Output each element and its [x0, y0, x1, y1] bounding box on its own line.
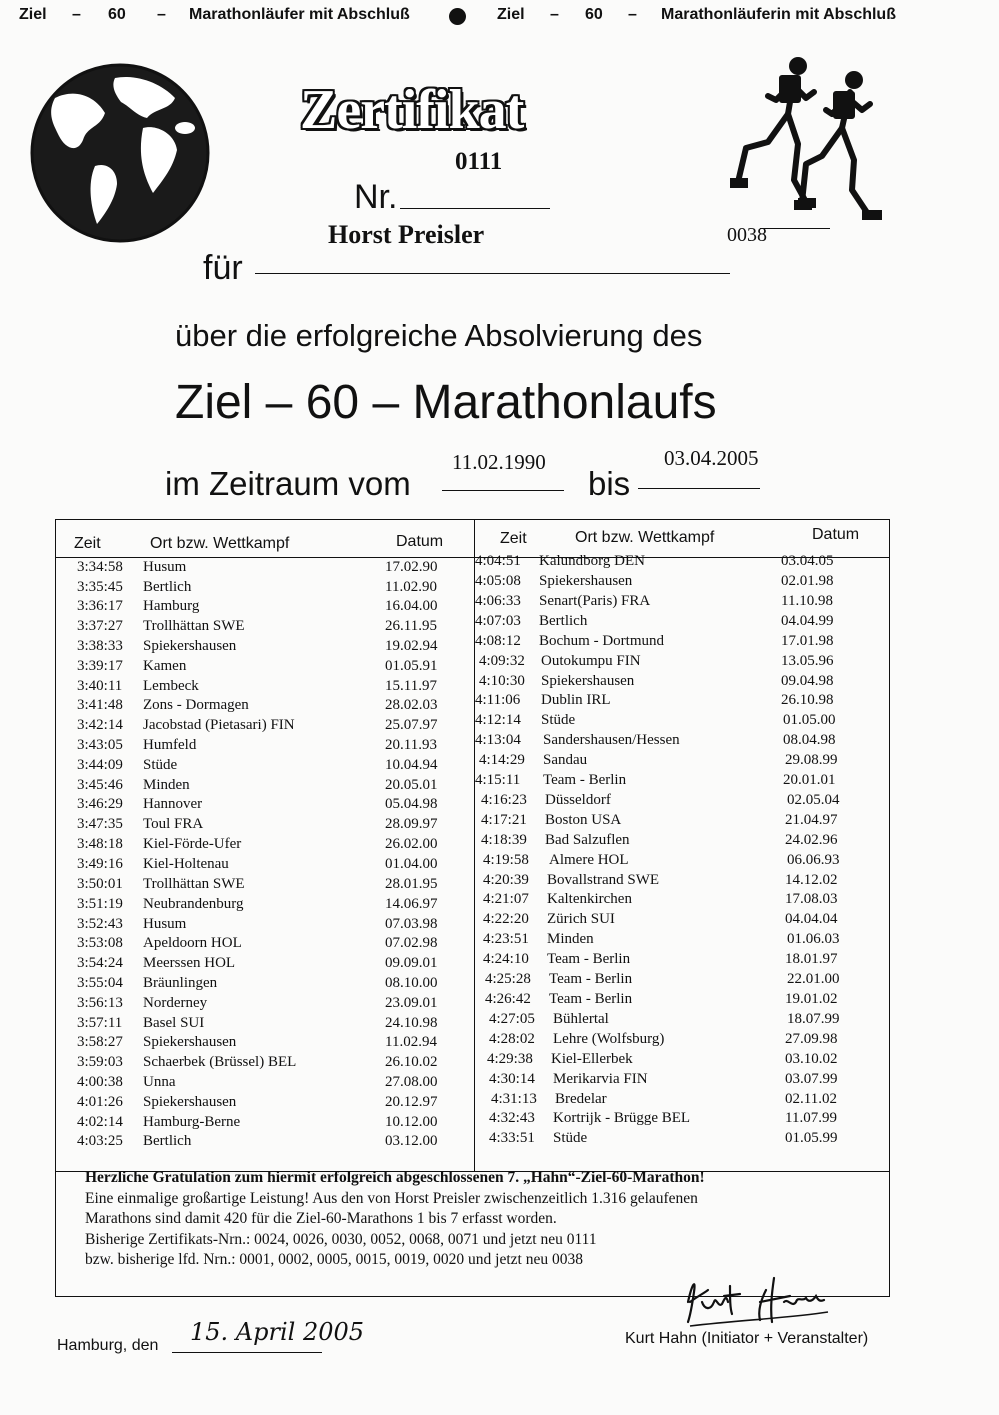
nr-underline: [400, 208, 550, 209]
table-row: 3:49:16 Kiel-Holtenau 01.04.00: [77, 856, 438, 872]
table-row: 4:31:13 Bredelar 02.11.02: [491, 1091, 837, 1107]
table-row: 4:20:39 Bovallstrand SWE 14.12.02: [483, 872, 838, 888]
table-row: 3:58:27 Spiekershausen 11.02.94: [77, 1034, 437, 1050]
header-dash-left-2: –: [157, 6, 166, 23]
table-row: 4:09:32 Outokumpu FIN 13.05.96: [479, 653, 834, 669]
table-row: 3:45:46 Minden 20.05.01: [77, 777, 438, 793]
table-row: 3:57:11 Basel SUI 24.10.98: [77, 1015, 438, 1031]
th-time-right: Zeit: [500, 530, 527, 547]
runners-icon: [728, 52, 888, 232]
table-row: 3:52:43 Husum 07.03.98: [77, 916, 438, 932]
header-text-left: Marathonläufer mit Abschluß: [189, 6, 410, 23]
table-row: 3:37:27 Trollhättan SWE 26.11.95: [77, 618, 437, 634]
table-row: 4:32:43 Kortrijk - Brügge BEL 11.07.99: [489, 1110, 837, 1126]
th-place-left: Ort bzw. Wettkampf: [150, 535, 290, 552]
certificate-title: Zertifikat: [300, 79, 524, 141]
table-row: 3:40:11 Lembeck 15.11.97: [77, 678, 437, 694]
headline: Ziel – 60 – Marathonlaufs: [175, 376, 717, 429]
table-row: 4:10:30 Spiekershausen 09.04.98: [479, 673, 834, 689]
table-row: 4:15:11 Team - Berlin 20.01.01: [475, 772, 836, 788]
table-row: 4:22:20 Zürich SUI 04.04.04: [483, 911, 838, 927]
message-line: Eine einmalige großartige Leistung! Aus den von Horst Preisler zwischenzeitlich 1.316 gelaufenen: [85, 1189, 698, 1207]
table-row: 4:06:33 Senart(Paris) FRA 11.10.98: [475, 593, 833, 609]
running-number-underline: [760, 228, 830, 229]
table-row: 4:00:38 Unna 27.08.00: [77, 1074, 438, 1090]
table-row: 4:11:06 Dublin IRL 26.10.98: [475, 692, 834, 708]
header-dash-left-1: –: [72, 6, 81, 23]
name-underline: [255, 273, 730, 274]
table-row: 3:51:19 Neubrandenburg 14.06.97: [77, 896, 438, 912]
table-row: 3:47:35 Toul FRA 28.09.97: [77, 816, 438, 832]
message-line: Herzliche Gratulation zum hiermit erfolgreich abgeschlossenen 7. „Hahn“-Ziel-60-Marathon!: [85, 1169, 705, 1186]
nr-label: Nr.: [354, 178, 398, 216]
header-dash-right-2: –: [628, 6, 637, 23]
table-row: 3:43:05 Humfeld 20.11.93: [77, 737, 437, 753]
handwritten-date: 15. April 2005: [190, 1318, 365, 1346]
table-row: 3:41:48 Zons - Dormagen 28.02.03: [77, 697, 438, 713]
place-label: Hamburg, den: [57, 1337, 159, 1354]
table-row: 4:01:26 Spiekershausen 20.12.97: [77, 1094, 438, 1110]
table-row: 3:46:29 Hannover 05.04.98: [77, 796, 438, 812]
recipient-name: Horst Preisler: [328, 220, 485, 249]
table-row: 3:44:09 Stüde 10.04.94: [77, 757, 438, 773]
table-row: 3:34:58 Husum 17.02.90: [77, 559, 438, 575]
period-to-underline: [638, 488, 760, 489]
message-line: Bisherige Zertifikats-Nrn.: 0024, 0026, 0030, 0052, 0068, 0071 und jetzt neu 0111: [85, 1230, 597, 1248]
table-row: 4:02:14 Hamburg-Berne 10.12.00: [77, 1114, 438, 1130]
period-from-date: 11.02.1990: [452, 450, 546, 474]
message-line: Marathons sind damit 420 für die Ziel-60-Marathons 1 bis 7 erfasst worden.: [85, 1210, 557, 1227]
table-row: 4:30:14 Merikarvia FIN 03.07.99: [489, 1071, 838, 1087]
period-to-label: bis: [588, 465, 631, 502]
table-row: 3:42:14 Jacobstad (Pietasari) FIN 25.07.97: [77, 717, 438, 733]
table-row: 3:38:33 Spiekershausen 19.02.94: [77, 638, 438, 654]
table-row: 4:21:07 Kaltenkirchen 17.08.03: [483, 891, 838, 907]
signer-name: Kurt Hahn (Initiator + Veranstalter): [625, 1330, 869, 1347]
table-row: 4:19:58 Almere HOL 06.06.93: [483, 852, 840, 868]
table-row: 4:12:14 Stüde 01.05.00: [475, 712, 836, 728]
table-row: 4:04:51 Kalundborg DEN 03.04.05: [475, 553, 834, 569]
table-row: 4:26:42 Team - Berlin 19.01.02: [485, 991, 838, 1007]
table-row: 4:16:23 Düsseldorf 02.05.04: [481, 792, 840, 808]
th-place-right: Ort bzw. Wettkampf: [575, 529, 715, 546]
message-line: bzw. bisherige lfd. Nrn.: 0001, 0002, 0005, 0015, 0019, 0020 und jetzt neu 0038: [85, 1251, 583, 1268]
table-row: 4:14:29 Sandau 29.08.99: [479, 752, 838, 768]
header-number-left: 60: [108, 6, 126, 23]
table-row: 4:03:25 Bertlich 03.12.00: [77, 1133, 438, 1149]
table-row: 3:54:24 Meerssen HOL 09.09.01: [77, 955, 438, 971]
table-row: 4:33:51 Stüde 01.05.99: [489, 1130, 838, 1146]
table-row: 4:23:51 Minden 01.06.03: [483, 931, 840, 947]
header-text-right: Marathonläuferin mit Abschluß: [661, 6, 896, 23]
table-row: 4:17:21 Boston USA 21.04.97: [481, 812, 838, 828]
table-row: 3:39:17 Kamen 01.05.91: [77, 658, 438, 674]
table-row: 3:55:04 Bräunlingen 08.10.00: [77, 975, 438, 991]
globe-icon: [25, 58, 215, 248]
table-row: 4:24:10 Team - Berlin 18.01.97: [483, 951, 838, 967]
table-row: 3:50:01 Trollhättan SWE 28.01.95: [77, 876, 438, 892]
th-date-right: Datum: [812, 526, 860, 543]
table-row: 4:29:38 Kiel-Ellerbek 03.10.02: [487, 1051, 838, 1067]
congratulation-message: [85, 1168, 885, 1271]
signature: [680, 1272, 830, 1327]
period-label: im Zeitraum vom: [165, 465, 411, 502]
table-row: 4:18:39 Bad Salzuflen 24.02.96: [481, 832, 838, 848]
table-row: 4:28:02 Lehre (Wolfsburg) 27.09.98: [489, 1031, 838, 1047]
table-row: 4:13:04 Sandershausen/Hessen 08.04.98: [475, 732, 836, 748]
header-ziel-left: Ziel: [19, 6, 47, 23]
header-dash-right-1: –: [550, 6, 559, 23]
table-row: 3:36:17 Hamburg 16.04.00: [77, 598, 438, 614]
table-row: 3:56:13 Norderney 23.09.01: [77, 995, 438, 1011]
header-number-right: 60: [585, 6, 603, 23]
table-row: 4:25:28 Team - Berlin 22.01.00: [485, 971, 840, 987]
intro-text: über die erfolgreiche Absolvierung des: [175, 318, 703, 353]
table-row: 3:35:45 Bertlich 11.02.90: [77, 579, 437, 595]
running-number: 0038: [727, 224, 767, 246]
certificate-number: 0111: [455, 148, 503, 175]
date-underline: [172, 1352, 322, 1353]
header-ziel-right: Ziel: [497, 6, 525, 23]
period-from-underline: [442, 490, 564, 491]
for-label: für: [203, 249, 243, 287]
table-row: 4:07:03 Bertlich 04.04.99: [475, 613, 834, 629]
th-time-left: Zeit: [74, 535, 101, 552]
table-row: 3:59:03 Schaerbek (Brüssel) BEL 26.10.02: [77, 1054, 438, 1070]
period-to-date: 03.04.2005: [664, 446, 759, 470]
table-row: 3:53:08 Apeldoorn HOL 07.02.98: [77, 935, 438, 951]
table-row: 4:08:12 Bochum - Dortmund 17.01.98: [475, 633, 834, 649]
table-row: 4:05:08 Spiekershausen 02.01.98: [475, 573, 834, 589]
th-date-left: Datum: [396, 533, 444, 550]
table-row: 3:48:18 Kiel-Förde-Ufer 26.02.00: [77, 836, 438, 852]
signature-text: Kurt Hahn: [680, 1272, 685, 1273]
table-row: 4:27:05 Bühlertal 18.07.99: [489, 1011, 840, 1027]
header-bullet-icon: [449, 8, 466, 25]
